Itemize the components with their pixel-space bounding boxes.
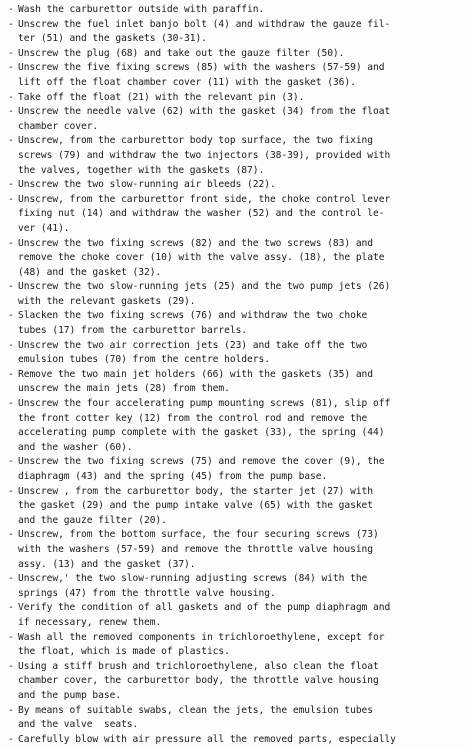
list-item: - Unscrew,' the two slow-running adjusting screws (84) with the springs (47) from the throttle valve housing. [8,572,458,601]
step-text: Unscrew the plug (68) and take out the gauze filter (50). [18,47,345,59]
list-item: - Unscrew the two fixing screws (82) and the two screws (83) and remove the choke cover (10) with the valve assy. (18), the plate (48) and the gasket (32). [8,237,458,281]
step-text: Carefully blow with air pressure all the removed parts, especially [18,733,396,745]
step-text: Verify the condition of all gaskets and of the pump diaphragm and if necessary, renew them. [18,602,391,628]
list-item: - Unscrew the two slow-running air bleeds (22). [8,178,458,193]
list-item: - Unscrew the four accelerating pump mounting screws (81), slip off the front cotter key (12) from the control rod and remove the accelerating pump complete with the gasket (33), the spring (44) and the washer (60). [8,397,458,455]
step-text: Unscrew the two slow-running jets (25) and the two pump jets (26) with the relevant gaskets (29). [18,281,391,307]
list-item: - Unscrew, from the carburettor body top surface, the two fixing screws (79) and withdraw the two injectors (38-39), provided with the valves, together with the gaskets (87). [8,134,458,178]
step-text: Wash all the removed components in trichloroethylene, except for the float, which is made of plastics. [18,631,385,658]
list-item: - Slacken the two fixing screws (76) and withdraw the two choke tubes (17) from the carburettor barrels. [8,309,458,338]
list-item: - Unscrew the two fixing screws (75) and remove the cover (9), the diaphragm (43) and the spring (45) from the pump base. [8,455,458,484]
step-text: Take off the float (21) with the relevant pin (3). [18,91,305,103]
step-text: Unscrew, from the carburettor body top surface, the two fixing screws (79) and withdraw the two injectors (38-39), provided with the valves, together with the gaskets (87). [18,135,391,176]
step-text: By means of suitable swabs, clean the jets, the emulsion tubes and the valve seats. [18,704,374,731]
step-text: Unscrew the fuel inlet banjo bolt (4) and withdraw the gauze fil- ter (51) and the gaskets (30-31). [18,18,391,45]
step-text: Unscrew the two air correction jets (23) and take off the two emulsion tubes (70) from the centre holders. [18,339,368,366]
step-text: Wash the carburettor outside with paraffin. [18,4,265,15]
step-text: Slacken the two fixing screws (76) and withdraw the two choke tubes (17) from the carburettor barrels. [18,310,368,337]
list-item: - Unscrew the plug (68) and take out the gauze filter (50). [8,47,458,62]
list-item: - Unscrew, from the carburettor front side, the choke control lever fixing nut (14) and withdraw the washer (52) and the control le- ver (41). [8,193,458,237]
step-text: Unscrew the needle valve (62) with the gasket (34) from the float chamber cover. [18,106,391,132]
step-text: Unscrew the two fixing screws (82) and the two screws (83) and remove the choke cover (10) with the valve assy. (18), the plate (48) and the gasket (32). [18,237,385,278]
step-text: Unscrew,' the two slow-running adjusting screws (84) with the springs (47) from the throttle valve housing. [18,573,368,599]
list-item: - Wash the carburettor outside with paraffin. [8,3,458,18]
step-text: Unscrew the five fixing screws (85) with the washers (57-59) and lift off the float chamber cover (11) with the gasket (36). [18,62,385,88]
list-item: - Take off the float (21) with the relevant pin (3). [8,91,458,106]
list-item: - Unscrew the fuel inlet banjo bolt (4) and withdraw the gauze fil- ter (51) and the gaskets (30-31). [8,18,458,47]
list-item: - Unscrew the two slow-running jets (25) and the two pump jets (26) with the relevant gaskets (29). [8,280,458,309]
list-item: - Unscrew the needle valve (62) with the gasket (34) from the float chamber cover. [8,105,458,134]
step-text: Using a stiff brush and trichloroethylene, also clean the float chamber cover, the carburettor body, the throttle valve housing and the pump base. [18,660,379,701]
step-text: Unscrew , from the carburettor body, the starter jet (27) with the gasket (29) and the pump intake valve (65) with the gasket and the gauze filter (20). [18,485,374,526]
list-item: - Using a stiff brush and trichloroethylene, also clean the float chamber cover, the carburettor body, the throttle valve housing and the pump base. [8,660,458,704]
list-item: - Unscrew , from the carburettor body, the starter jet (27) with the gasket (29) and the pump intake valve (65) with the gasket and the gauze filter (20). [8,485,458,529]
step-text: Unscrew the two fixing screws (75) and remove the cover (9), the diaphragm (43) and the spring (45) from the pump base. [18,456,385,482]
list-item: - Wash all the removed components in trichloroethylene, except for the float, which is made of plastics. [8,631,458,660]
step-text: Unscrew, from the carburettor front side, the choke control lever fixing nut (14) and withdraw the washer (52) and the control le- ver (41). [18,193,391,234]
list-item: - By means of suitable swabs, clean the jets, the emulsion tubes and the valve seats. [8,704,458,733]
step-text: Unscrew, from the bottom surface, the four securing screws (73) with the washers (57-59) and remove the throttle valve housing assy. (13) and the gasket (37). [18,529,379,570]
step-text: Unscrew the four accelerating pump mounting screws (81), slip off the front cotter key (12) from the control rod and remove the accelerating pump complete with the gasket (33), the spring (44) and the washer (60). [18,398,391,453]
list-item: - Unscrew the five fixing screws (85) with the washers (57-59) and lift off the float chamber cover (11) with the gasket (36). [8,61,458,90]
list-item: - Unscrew, from the bottom surface, the four securing screws (73) with the washers (57-59) and remove the throttle valve housing assy. (13) and the gasket (37). [8,528,458,572]
list-item: - Remove the two main jet holders (66) with the gaskets (35) and unscrew the main jets (28) from them. [8,368,458,397]
procedure-list [8,3,458,747]
step-text: Unscrew the two slow-running air bleeds (22). [18,179,276,191]
list-item: - Verify the condition of all gaskets and of the pump diaphragm and if necessary, renew them. [8,601,458,630]
list-item: - Carefully blow with air pressure all the removed parts, especially [8,733,458,747]
list-item: - Unscrew the two air correction jets (23) and take off the two emulsion tubes (70) from the centre holders. [8,339,458,368]
step-text: Remove the two main jet holders (66) with the gaskets (35) and unscrew the main jets (28) from them. [18,368,374,395]
